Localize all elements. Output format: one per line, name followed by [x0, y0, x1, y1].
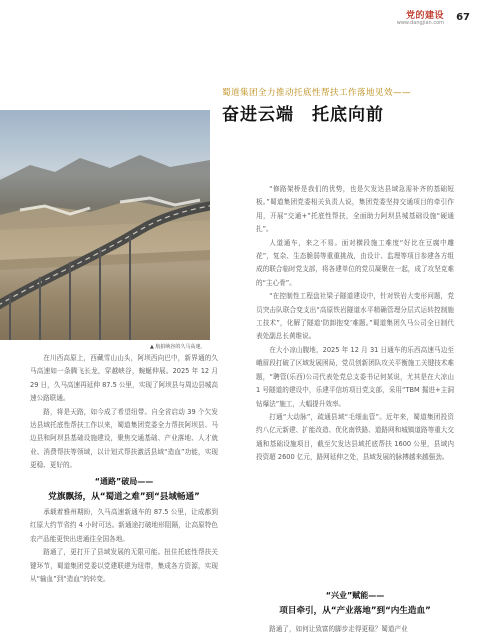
photo-caption: ▲ 航拍峡谷的久马高速。 [150, 344, 206, 350]
right-column-section [256, 623, 454, 636]
paragraph: 承载着雅州期盼，久马高速新通车的 87.5 公里，让成都到红原大约节省约 4 小时可达。新通途打破地形阻隔，让高原特色农产品能更快出进通往全国各地。 [30, 508, 218, 543]
section-heading-line1: “通路”破局—— [94, 477, 154, 486]
paragraph: 路通了，如何让致富的脚步走得更稳？蜀道产业 [269, 625, 408, 633]
paragraph: 路，将是天路，如今成了希望纽带。自全省启动 39 个欠发达县域托底性帮扶工作以来，蜀道集团党委全力帮扶阿坝县、马边县和阿坝县基础设施建设，聚焦交通基础、产业落地、人才就业、消费帮扶等领域，以计划式帮扶激活县域“造血”功能，实现更稳、更好的。 [30, 407, 218, 470]
highway-illustration [0, 110, 210, 340]
highway-photo [0, 110, 210, 340]
section-heading-line2: 党旗飘扬，从“蜀道之难”到“县域畅通” [48, 492, 200, 502]
left-column-section [30, 506, 218, 586]
section-heading-line2: 项目牵引，从“产业落地”到“内生造血” [279, 606, 431, 616]
paragraph: 路通了，更打开了县域发展的无限可能。扭住托底性帮扶关键环节，蜀道集团党委以党建联建为纽带，集成各方资源，实现从“输血”到“造血”的转变。 [30, 548, 218, 584]
article-kicker: 蜀道集团全力推动托底性帮扶工作落地见效—— [222, 88, 412, 98]
section-heading-line1: “兴业”赋能—— [325, 591, 385, 600]
left-column-intro [30, 352, 218, 473]
magazine-url: www.dangjian.com [396, 20, 444, 26]
magazine-logo: 党的建设 [405, 11, 444, 21]
right-column-body [256, 183, 454, 465]
section-heading-xingye [256, 590, 454, 616]
paragraph: 人道通车，来之不易。面对横段施工难度“好比在豆腐中雕花”，复杂、生态脆弱等重重挑战，由设计、监理等项目参建各方组成的联合临时党支部，将各建单位的党员凝聚在一起，成了攻坚克难的“主心骨”。 [256, 238, 454, 287]
section-heading-tonglu [30, 476, 218, 502]
paragraph: 在大小凉山腹地，2025 年 12 月 31 日通车的乐西高速马边至峨眉段打破了区域发展困局，党员创新团队攻关平衡施工关键技术难题，“聘管(乐西)公司代表处党总支委书记何某说，尤其是在大凉山 1 号隧道的建设中，乐建平信坊项目党支部，采用“TBM 掘进+主洞钻爆法”施工，大幅提升效率。 [256, 345, 454, 408]
paragraph: 打通“大动脉”，疏通县域“毛细血管”。近年来，蜀道集团投资约八亿元新建、扩能改造、优化南铁路、道路网和城镇道路等重大交通和基础设施项目，截至欠发达县域托底帮扶 1600 公里，县域内投资超 2600 亿元，路网延伸之处，县域发展的脉搏越来越强劲。 [256, 412, 454, 462]
paragraph: “在控制性工程盘社梁子隧道建设中，针对铁岩大变形问题，党员突击队联合变支出“高原铁岩隧道水平精确管理分层式运转控制施工技术”，化解了隧道‘防卸抱变’难题。”蜀道集团久马公司全日制代表处副总长黄维说。 [256, 292, 454, 341]
page-number: 67 [456, 12, 470, 23]
article-title: 奋进云端 托底向前 [222, 105, 384, 125]
paragraph: 在川西高原上，西藏雪山山头，阿坝西向巴中，新界通的久马高速如一条腾飞长龙，穿越峡谷，蜿蜒伸展。2025 年 12 月 29 日，久马高速再延伸 87.5 公里，实现了阿坝县与周边县城高速公路联通。 [30, 354, 218, 403]
paragraph: “修路架桥是我们的优势，也是欠发达县域急需补齐的基础短板。”蜀道集团党委相关负责人说，集团党委坚持交通项目的牵引作用，开展“交通+”托底性帮扶，全面助力阿坝县城基础设施“硬通扎”。 [256, 185, 454, 234]
